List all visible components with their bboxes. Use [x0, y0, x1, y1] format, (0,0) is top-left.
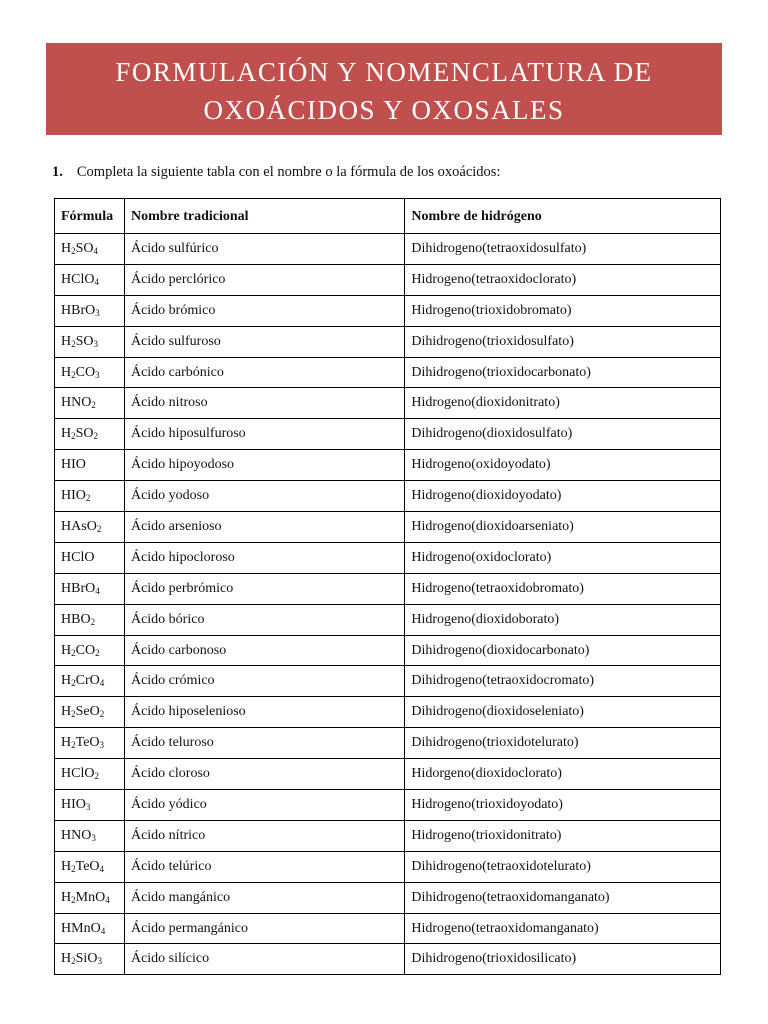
- formula-cell: $H_2SeO_2$: [55, 697, 125, 728]
- traditional-name-cell: Ácido arsenioso: [124, 512, 404, 543]
- table-row: [55, 481, 721, 512]
- traditional-name-cell: Ácido carbónico: [124, 357, 404, 388]
- header-hydrogen-name: Nombre de hidrógeno: [405, 199, 721, 234]
- traditional-name-cell: Ácido nítrico: [124, 820, 404, 851]
- table-row: [55, 697, 721, 728]
- traditional-name-cell: Ácido permangánico: [124, 913, 404, 944]
- hydrogen-name-cell: Dihidrogeno(dioxidocarbonato): [405, 635, 721, 666]
- traditional-name-cell: Ácido mangánico: [124, 882, 404, 913]
- formula-cell: $HBO_2$: [55, 604, 125, 635]
- table-row: [55, 419, 721, 450]
- formula-cell: HBrO$_4$: [55, 573, 125, 604]
- formula-cell: $H_2CO_2$: [55, 635, 125, 666]
- formula-cell: $H_2CrO_4$: [55, 666, 125, 697]
- formula-cell: $HIO_2$: [55, 481, 125, 512]
- table-header-row: [55, 199, 721, 234]
- table-row: [55, 573, 721, 604]
- traditional-name-cell: Ácido carbonoso: [124, 635, 404, 666]
- traditional-name-cell: Ácido teluroso: [124, 728, 404, 759]
- table-row: [55, 295, 721, 326]
- table-row: [55, 728, 721, 759]
- traditional-name-cell: Ácido cloroso: [124, 759, 404, 790]
- formula-cell: HClO$_2$: [55, 759, 125, 790]
- formula-cell: HIO: [55, 450, 125, 481]
- hydrogen-name-cell: Dihidrogeno(dioxidoseleniato): [405, 697, 721, 728]
- oxoacids-table: [54, 198, 721, 975]
- formula-cell: $H_2SO_3$: [55, 326, 125, 357]
- formula-cell: $HNO_2$: [55, 388, 125, 419]
- formula-cell: HAsO$_2$: [55, 512, 125, 543]
- hydrogen-name-cell: Dihidrogeno(tetraoxidomanganato): [405, 882, 721, 913]
- formula-cell: $HIO_3$: [55, 790, 125, 821]
- traditional-name-cell: Ácido yódico: [124, 790, 404, 821]
- traditional-name-cell: Ácido telúrico: [124, 851, 404, 882]
- title-banner: [46, 43, 722, 135]
- traditional-name-cell: Ácido silícico: [124, 944, 404, 975]
- table-row: [55, 357, 721, 388]
- traditional-name-cell: Ácido hiposelenioso: [124, 697, 404, 728]
- traditional-name-cell: Ácido nitroso: [124, 388, 404, 419]
- header-traditional-name: Nombre tradicional: [124, 199, 404, 234]
- table-row: [55, 604, 721, 635]
- formula-cell: $H_2SiO_3$: [55, 944, 125, 975]
- formula-cell: HBrO$_3$: [55, 295, 125, 326]
- table-row: [55, 635, 721, 666]
- hydrogen-name-cell: Dihidrogeno(trioxidocarbonato): [405, 357, 721, 388]
- table-row: [55, 820, 721, 851]
- formula-cell: $H_2TeO_4$: [55, 851, 125, 882]
- traditional-name-cell: Ácido hipoyodoso: [124, 450, 404, 481]
- hydrogen-name-cell: Hidrogeno(trioxidobromato): [405, 295, 721, 326]
- instruction: [52, 164, 500, 181]
- traditional-name-cell: Ácido hipocloroso: [124, 542, 404, 573]
- title-line-1: FORMULACIÓN Y NOMENCLATURA DE: [115, 57, 653, 87]
- header-formula: Fórmula: [55, 199, 125, 234]
- table-row: [55, 388, 721, 419]
- table-row: [55, 234, 721, 265]
- table-row: [55, 450, 721, 481]
- table-row: [55, 913, 721, 944]
- hydrogen-name-cell: Dihidrogeno(dioxidosulfato): [405, 419, 721, 450]
- instruction-number: 1.: [52, 164, 63, 180]
- hydrogen-name-cell: Hidrogeno(oxidoclorato): [405, 542, 721, 573]
- formula-cell: $H_2TeO_3$: [55, 728, 125, 759]
- table-row: [55, 512, 721, 543]
- table-row: [55, 542, 721, 573]
- table-row: [55, 790, 721, 821]
- traditional-name-cell: Ácido brómico: [124, 295, 404, 326]
- hydrogen-name-cell: Hidrogeno(trioxidoyodato): [405, 790, 721, 821]
- formula-cell: HClO$_4$: [55, 264, 125, 295]
- hydrogen-name-cell: Dihidrogeno(tetraoxidosulfato): [405, 234, 721, 265]
- hydrogen-name-cell: Hidorgeno(dioxidoclorato): [405, 759, 721, 790]
- formula-cell: $H_2MnO_4$: [55, 882, 125, 913]
- formula-cell: $H_2SO_4$: [55, 234, 125, 265]
- hydrogen-name-cell: Dihidrogeno(tetraoxidocromato): [405, 666, 721, 697]
- hydrogen-name-cell: Hidrogeno(dioxidonitrato): [405, 388, 721, 419]
- formula-cell: $H_2SO_2$: [55, 419, 125, 450]
- table-row: [55, 326, 721, 357]
- traditional-name-cell: Ácido crómico: [124, 666, 404, 697]
- instruction-text: Completa la siguiente tabla con el nombre o la fórmula de los oxoácidos:: [76, 164, 501, 180]
- traditional-name-cell: Ácido bórico: [124, 604, 404, 635]
- hydrogen-name-cell: Hidrogeno(trioxidonitrato): [405, 820, 721, 851]
- traditional-name-cell: Ácido sulfuroso: [124, 326, 404, 357]
- hydrogen-name-cell: Dihidrogeno(tetraoxidotelurato): [405, 851, 721, 882]
- traditional-name-cell: Ácido perbrómico: [124, 573, 404, 604]
- formula-cell: $H_2CO_3$: [55, 357, 125, 388]
- traditional-name-cell: Ácido perclórico: [124, 264, 404, 295]
- traditional-name-cell: Ácido yodoso: [124, 481, 404, 512]
- hydrogen-name-cell: Hidrogeno(oxidoyodato): [405, 450, 721, 481]
- traditional-name-cell: Ácido sulfúrico: [124, 234, 404, 265]
- title-line-2: OXOÁCIDOS Y OXOSALES: [203, 95, 565, 125]
- hydrogen-name-cell: Hidrogeno(dioxidoarseniato): [405, 512, 721, 543]
- traditional-name-cell: Ácido hiposulfuroso: [124, 419, 404, 450]
- hydrogen-name-cell: Hidrogeno(tetraoxidobromato): [405, 573, 721, 604]
- table-row: [55, 759, 721, 790]
- hydrogen-name-cell: Hidrogeno(dioxidoyodato): [405, 481, 721, 512]
- table-row: [55, 666, 721, 697]
- hydrogen-name-cell: Hidrogeno(tetraoxidomanganato): [405, 913, 721, 944]
- hydrogen-name-cell: Hidrogeno(tetraoxidoclorato): [405, 264, 721, 295]
- hydrogen-name-cell: Dihidrogeno(trioxidosilicato): [405, 944, 721, 975]
- formula-cell: HClO: [55, 542, 125, 573]
- table-row: [55, 882, 721, 913]
- table-row: [55, 264, 721, 295]
- table-row: [55, 944, 721, 975]
- table-row: [55, 851, 721, 882]
- hydrogen-name-cell: Hidrogeno(dioxidoborato): [405, 604, 721, 635]
- formula-cell: $HNO_3$: [55, 820, 125, 851]
- hydrogen-name-cell: Dihidrogeno(trioxidotelurato): [405, 728, 721, 759]
- formula-cell: HMnO$_4$: [55, 913, 125, 944]
- hydrogen-name-cell: Dihidrogeno(trioxidosulfato): [405, 326, 721, 357]
